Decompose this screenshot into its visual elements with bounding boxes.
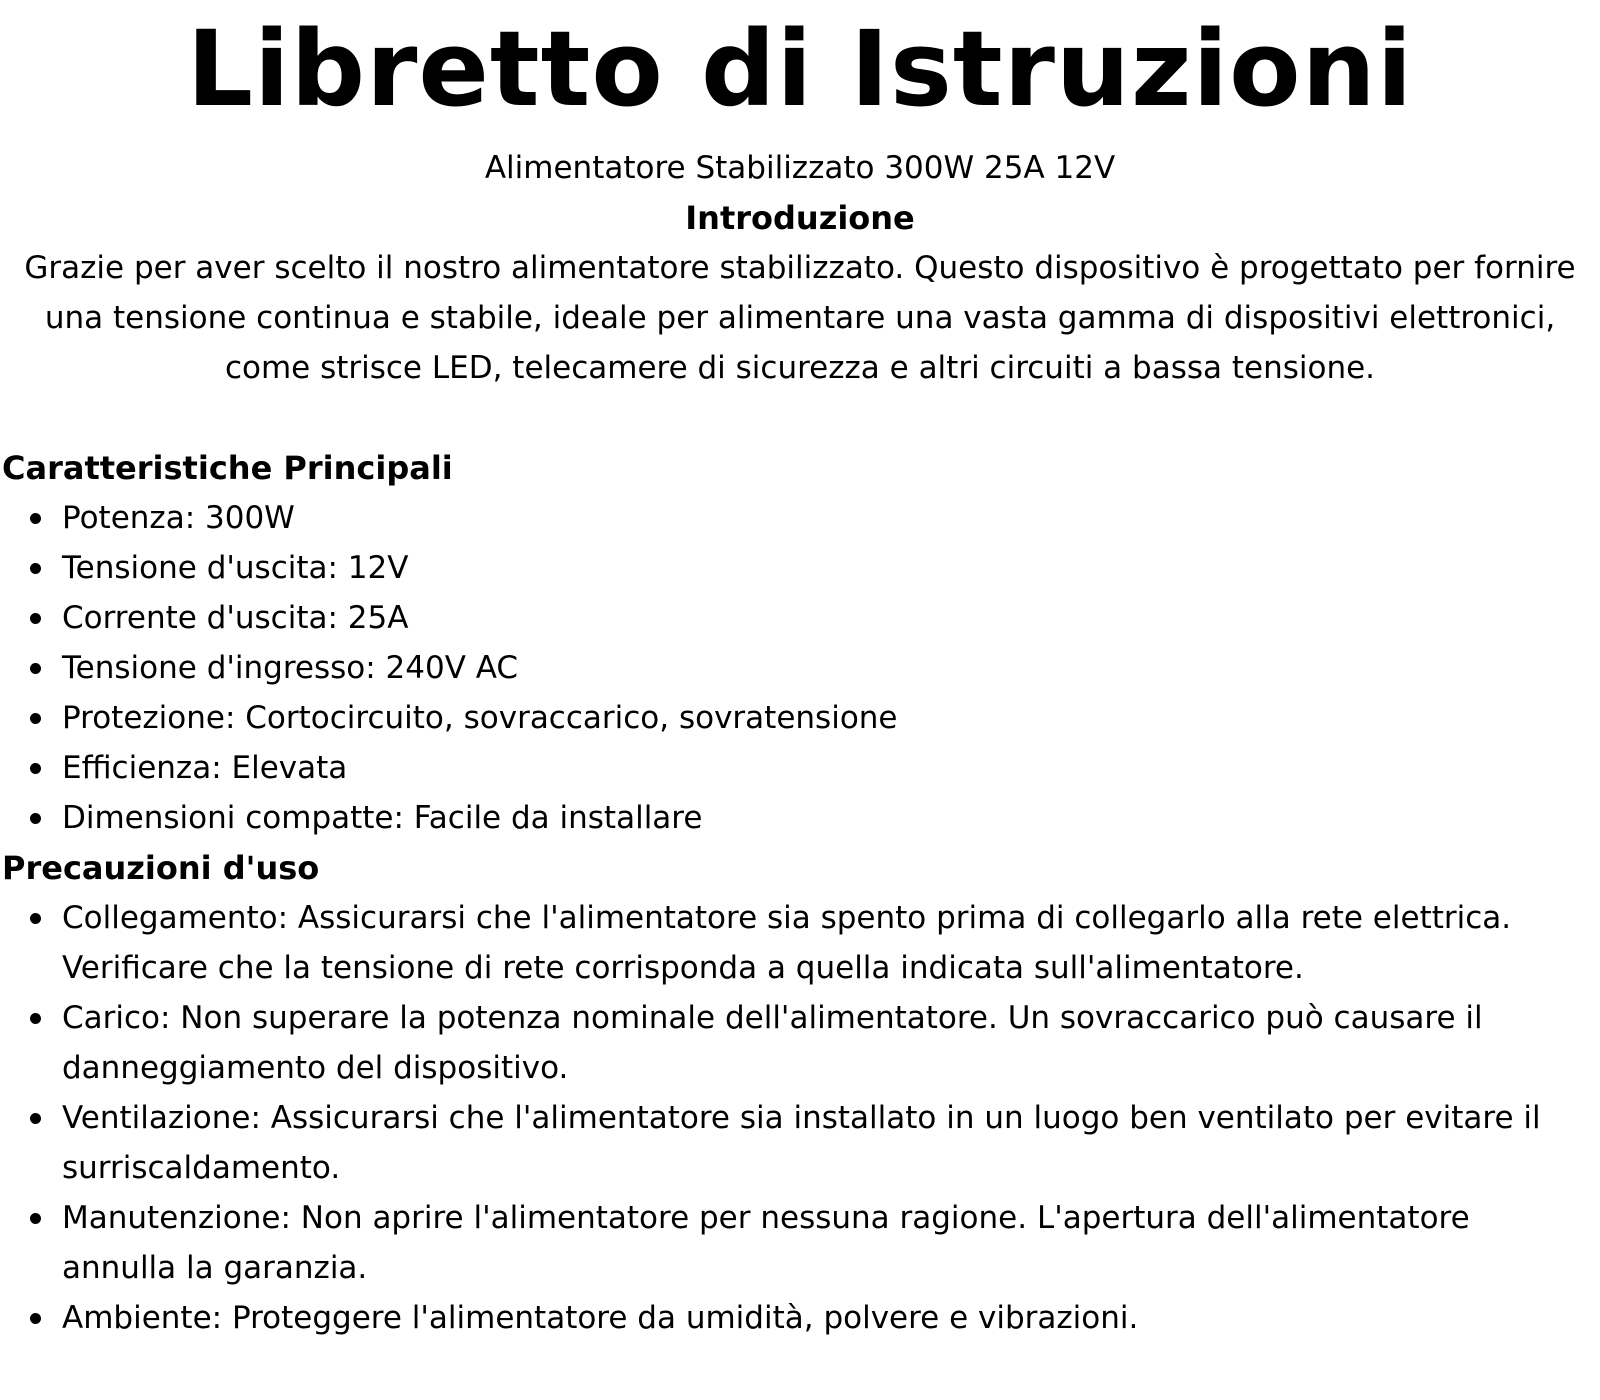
precaution-item (0, 1093, 1600, 1193)
feature-text: Tensione d'uscita: 12V (62, 550, 409, 586)
feature-text: Efficienza: Elevata (62, 750, 348, 786)
precaution-text: Collegamento: Assicurarsi che l'alimentatore sia spento prima di collegarlo alla rete elettrica. Verificare che la tensione di rete corrisponda a quella indicata sull'alimentatore. (62, 900, 1512, 986)
precautions-section (0, 843, 1600, 1343)
feature-item (0, 493, 1600, 543)
feature-text: Tensione d'ingresso: 240V AC (62, 650, 519, 686)
bullet-icon (30, 563, 41, 574)
bullet-icon (30, 663, 41, 674)
precaution-text: Ventilazione: Assicurarsi che l'alimentatore sia installato in un luogo ben ventilato per evitare il surriscaldamento. (62, 1100, 1541, 1186)
features-list (0, 493, 1600, 843)
feature-text: Protezione: Cortocircuito, sovraccarico, sovratensione (62, 700, 898, 736)
bullet-icon (30, 1113, 41, 1124)
bullet-icon (30, 513, 41, 524)
bullet-icon (30, 713, 41, 724)
feature-item (0, 743, 1600, 793)
bullet-icon (30, 913, 41, 924)
introduction-section (0, 193, 1600, 393)
features-section (0, 443, 1600, 843)
precautions-list (0, 893, 1600, 1343)
precaution-item (0, 1193, 1600, 1293)
product-subtitle: Alimentatore Stabilizzato 300W 25A 12V (484, 150, 1116, 186)
feature-text: Corrente d'uscita: 25A (62, 600, 409, 636)
bullet-icon (30, 813, 41, 824)
feature-item (0, 543, 1600, 593)
bullet-icon (30, 1013, 41, 1024)
feature-text: Potenza: 300W (62, 500, 295, 536)
precaution-text: Manutenzione: Non aprire l'alimentatore per nessuna ragione. L'apertura dell'alimentatore annulla la garanzia. (62, 1200, 1470, 1286)
precautions-heading: Precauzioni d'uso (2, 849, 320, 887)
precaution-text: Ambiente: Proteggere l'alimentatore da umidità, polvere e vibrazioni. (62, 1300, 1139, 1336)
introduction-heading: Introduzione (685, 199, 915, 237)
feature-item (0, 593, 1600, 643)
introduction-text: Grazie per aver scelto il nostro alimentatore stabilizzato. Questo dispositivo è progettato per fornire una tensione continua e stabile, ideale per alimentare una vasta gamma di dispositivi elettronici, come strisce LED, telecamere di sicurezza e altri circuiti a bassa tensione. (24, 250, 1576, 386)
precaution-item (0, 1293, 1600, 1343)
precaution-text: Carico: Non superare la potenza nominale dell'alimentatore. Un sovraccarico può causare il danneggiamento del dispositivo. (62, 1000, 1483, 1086)
feature-item (0, 643, 1600, 693)
bullet-icon (30, 763, 41, 774)
precaution-item (0, 893, 1600, 993)
bullet-icon (30, 613, 41, 624)
feature-item (0, 793, 1600, 843)
feature-item (0, 693, 1600, 743)
bullet-icon (30, 1313, 41, 1324)
features-heading: Caratteristiche Principali (2, 449, 453, 487)
bullet-icon (30, 1213, 41, 1224)
precaution-item (0, 993, 1600, 1093)
feature-text: Dimensioni compatte: Facile da installare (62, 800, 703, 836)
page-title: Libretto di Istruzioni (186, 8, 1414, 130)
